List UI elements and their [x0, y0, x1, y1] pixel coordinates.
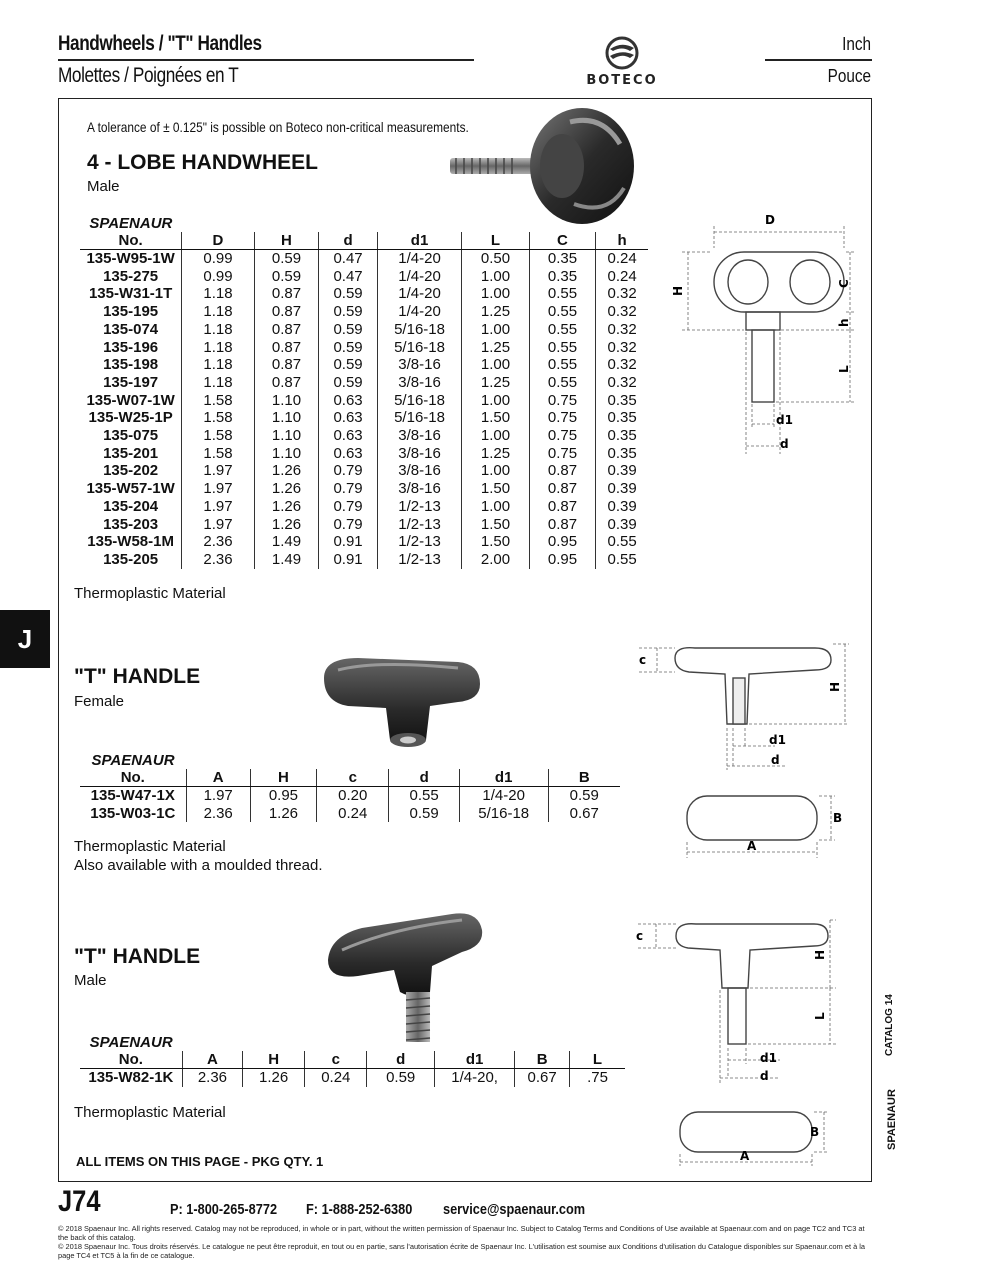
dim-label: A [747, 839, 757, 853]
col-header: d1 [435, 1051, 515, 1069]
table-row [80, 498, 648, 516]
value-cell: 1.26 [254, 480, 319, 498]
col-header: No. [80, 1051, 182, 1069]
value-cell: 1.49 [254, 551, 319, 569]
section1-subtitle: Male [87, 178, 120, 195]
dim-label: H [813, 949, 827, 960]
value-cell: 0.87 [254, 321, 319, 339]
part-number-cell: 135-W82-1K [88, 1069, 174, 1086]
value-cell: 2.36 [182, 1069, 242, 1087]
value-cell: 0.32 [596, 356, 648, 374]
value-cell: 1.18 [182, 356, 254, 374]
side-catalog-label: CATALOG 14 [884, 994, 895, 1056]
value-cell: 0.35 [596, 427, 648, 445]
value-cell: 0.59 [254, 268, 319, 286]
value-cell: 1/4-20 [459, 787, 548, 805]
value-cell: 1/4-20 [377, 268, 461, 286]
unit-pouce: Pouce [827, 66, 871, 86]
value-cell: 0.32 [596, 285, 648, 303]
dim-label: B [810, 1125, 820, 1139]
dim-label: L [837, 365, 851, 373]
part-number-cell: 135-W47-1X [90, 787, 175, 804]
col-header: d [367, 1051, 435, 1069]
value-cell: 0.35 [596, 409, 648, 427]
value-cell: 0.87 [529, 498, 596, 516]
col-header: c [317, 769, 389, 787]
table-row [80, 250, 648, 268]
value-cell: 0.55 [529, 303, 596, 321]
part-number-cell: 135-074 [103, 320, 159, 338]
value-cell: 0.75 [529, 445, 596, 463]
value-cell: 0.63 [319, 445, 378, 463]
value-cell: 0.32 [596, 303, 648, 321]
value-cell: 0.59 [319, 339, 378, 357]
value-cell: 0.59 [319, 303, 378, 321]
value-cell: 1.50 [462, 409, 530, 427]
value-cell: 0.35 [529, 250, 596, 268]
value-cell: 0.50 [462, 250, 530, 268]
value-cell: 1/4-20, [435, 1069, 515, 1087]
value-cell: 1/2-13 [377, 551, 461, 569]
value-cell: 3/8-16 [377, 427, 461, 445]
part-number-cell: 135-275 [103, 267, 159, 285]
col-header: No. [80, 232, 182, 250]
dim-label: h [837, 318, 851, 327]
tolerance-note: A tolerance of ± 0.125" is possible on Boteco non-critical measurements. [87, 119, 469, 135]
value-cell: 3/8-16 [377, 356, 461, 374]
value-cell: 0.24 [596, 250, 648, 268]
section1-title: 4 - LOBE HANDWHEEL [87, 151, 318, 174]
value-cell: 0.59 [319, 321, 378, 339]
part-number-cell: 135-W03-1C [90, 804, 176, 822]
value-cell: 0.35 [529, 268, 596, 286]
part-number-cell: 135-W31-1T [88, 285, 173, 303]
value-cell: 1.26 [254, 516, 319, 534]
col-header: L [462, 232, 530, 250]
value-cell: 0.59 [254, 250, 319, 268]
dim-label: A [740, 1149, 750, 1163]
value-cell: 0.79 [319, 462, 378, 480]
value-cell: 0.87 [254, 285, 319, 303]
value-cell: 0.95 [529, 551, 596, 569]
col-header: A [182, 1051, 242, 1069]
value-cell: 1.00 [462, 268, 530, 286]
value-cell: 1/4-20 [377, 285, 461, 303]
dim-label: H [828, 681, 842, 692]
value-cell: 1.26 [254, 462, 319, 480]
table-row [80, 392, 648, 410]
logo-text: BOTECO [586, 73, 658, 88]
value-cell: 2.36 [182, 551, 254, 569]
table-row [80, 533, 648, 551]
table-row [80, 268, 648, 286]
value-cell: 1.97 [182, 462, 254, 480]
dim-label: d1 [760, 1051, 777, 1065]
t-handle-male-diagram [630, 908, 860, 1170]
value-cell: 0.47 [319, 250, 378, 268]
dim-label: c [639, 653, 647, 667]
part-number-cell: 135-205 [103, 550, 159, 568]
value-cell: 1.00 [462, 285, 530, 303]
brand-head: SPAENAUR [91, 752, 175, 769]
part-number-cell: 135-202 [103, 462, 159, 480]
value-cell: 1.58 [182, 427, 254, 445]
value-cell: 1/2-13 [377, 498, 461, 516]
value-cell: 2.00 [462, 551, 530, 569]
value-cell: 0.59 [319, 356, 378, 374]
value-cell: 1.26 [243, 1069, 305, 1087]
t-handle-female-image [318, 650, 483, 750]
value-cell: 0.91 [319, 551, 378, 569]
value-cell: 0.39 [596, 516, 648, 534]
table-row [80, 303, 648, 321]
section2-title: "T" HANDLE [74, 665, 201, 688]
value-cell: 3/8-16 [377, 445, 461, 463]
t-handle-male-image [322, 906, 487, 1046]
value-cell: 1.18 [182, 374, 254, 392]
value-cell: 1.00 [462, 498, 530, 516]
value-cell: 1.10 [254, 409, 319, 427]
value-cell: 1.10 [254, 427, 319, 445]
value-cell: 2.36 [186, 805, 250, 823]
value-cell: 0.24 [596, 268, 648, 286]
table-row [80, 480, 648, 498]
value-cell: 5/16-18 [377, 392, 461, 410]
lobe-handwheel-image [442, 104, 642, 230]
value-cell: 1.00 [462, 392, 530, 410]
col-header: A [186, 769, 250, 787]
dim-label: d [771, 753, 780, 767]
value-cell: 0.67 [515, 1069, 570, 1087]
value-cell: 1.58 [182, 445, 254, 463]
section3-subtitle: Male [74, 972, 107, 989]
section2-material: Thermoplastic Material [74, 838, 226, 855]
value-cell: 0.87 [254, 374, 319, 392]
value-cell: 1.00 [462, 427, 530, 445]
value-cell: 1/2-13 [377, 516, 461, 534]
value-cell: 0.59 [367, 1069, 435, 1087]
value-cell: 0.75 [529, 409, 596, 427]
value-cell: 0.79 [319, 498, 378, 516]
value-cell: 0.59 [548, 787, 620, 805]
lobe-handwheel-table [80, 215, 648, 569]
value-cell: 0.20 [317, 787, 389, 805]
value-cell: 0.79 [319, 480, 378, 498]
value-cell: 0.79 [319, 516, 378, 534]
table-row [80, 356, 648, 374]
value-cell: 0.32 [596, 321, 648, 339]
value-cell: 1.58 [182, 409, 254, 427]
side-brand-label: SPAENAUR [886, 1089, 898, 1150]
value-cell: 1.10 [254, 392, 319, 410]
value-cell: 0.39 [596, 480, 648, 498]
value-cell: 1/4-20 [377, 250, 461, 268]
page-subtitle: Molettes / Poignées en T [58, 64, 239, 87]
col-header: d1 [459, 769, 548, 787]
value-cell: 0.55 [529, 285, 596, 303]
value-cell: 0.55 [529, 356, 596, 374]
copyright-en: © 2018 Spaenaur Inc. All rights reserved. Catalog may not be reproduced, in whole or in part, without the written permission of Spaenaur Inc. Subject to Catalog Terms and Conditions of Use available at Spaenaur.com and on page TC2 and TC3 at the back of this catalog. [58, 1224, 865, 1242]
dim-label: L [813, 1012, 827, 1020]
part-number-cell: 135-075 [103, 427, 159, 445]
value-cell: 0.35 [596, 392, 648, 410]
value-cell: 0.67 [548, 805, 620, 823]
col-header: d [319, 232, 378, 250]
table-row [80, 462, 648, 480]
part-number-cell: 135-201 [103, 444, 159, 462]
value-cell: 0.75 [529, 392, 596, 410]
value-cell: 0.59 [319, 285, 378, 303]
section3-material: Thermoplastic Material [74, 1104, 226, 1121]
table-row [80, 805, 620, 823]
value-cell: 0.39 [596, 498, 648, 516]
col-header: d [389, 769, 459, 787]
section1-material: Thermoplastic Material [74, 585, 226, 602]
value-cell: 1/2-13 [377, 533, 461, 551]
copyright-fr: © 2018 Spaenaur Inc. Tous droits réservés. Le catalogue ne peut être reproduit, en tout ou en partie, sans l'autorisation écrite de Spaenaur Inc. L'utilisation est soumise aux Conditions d'utilisation du Catalogue disponibles sur Spaenaur.com et à la page TC4 et TC5 à la fin de ce catalogue. [58, 1242, 865, 1260]
value-cell: 5/16-18 [377, 321, 461, 339]
value-cell: 1/4-20 [377, 303, 461, 321]
value-cell: 0.32 [596, 339, 648, 357]
dim-label: d1 [776, 413, 793, 427]
value-cell: 0.75 [529, 427, 596, 445]
table-row [80, 551, 648, 569]
value-cell: 1.25 [462, 374, 530, 392]
value-cell: 1.97 [182, 516, 254, 534]
value-cell: 1.00 [462, 462, 530, 480]
col-header: c [305, 1051, 367, 1069]
part-number-cell: 135-W95-1W [86, 250, 175, 267]
part-number-cell: 135-196 [103, 338, 159, 356]
section3-title: "T" HANDLE [74, 945, 201, 968]
part-number-cell: 135-W57-1W [86, 480, 175, 498]
value-cell: 0.59 [319, 374, 378, 392]
value-cell: 0.63 [319, 392, 378, 410]
section2-note: Also available with a moulded thread. [74, 857, 323, 874]
page-title: Handwheels / "T" Handles [58, 32, 262, 55]
value-cell: 0.87 [529, 462, 596, 480]
value-cell: 1.18 [182, 321, 254, 339]
value-cell: 1.26 [250, 805, 316, 823]
value-cell: 1.50 [462, 533, 530, 551]
pkg-qty-note: ALL ITEMS ON THIS PAGE - PKG QTY. 1 [76, 1154, 324, 1169]
value-cell: 1.00 [462, 321, 530, 339]
col-header: H [254, 232, 319, 250]
part-number-cell: 135-195 [103, 303, 159, 321]
col-header: No. [80, 769, 186, 787]
section2-subtitle: Female [74, 693, 125, 710]
dim-label: H [671, 285, 685, 296]
table-row [80, 321, 648, 339]
value-cell: 0.24 [305, 1069, 367, 1087]
col-header: B [548, 769, 620, 787]
footer-phone[interactable]: P: 1-800-265-8772 [170, 1201, 278, 1218]
value-cell: 0.87 [529, 480, 596, 498]
value-cell: 1.10 [254, 445, 319, 463]
value-cell: 0.87 [529, 516, 596, 534]
col-header: L [570, 1051, 625, 1069]
part-number-cell: 135-W25-1P [88, 409, 173, 427]
value-cell: 0.55 [529, 339, 596, 357]
value-cell: 1.97 [186, 787, 250, 805]
value-cell: 1.50 [462, 516, 530, 534]
value-cell: 1.18 [182, 285, 254, 303]
value-cell: 0.35 [596, 445, 648, 463]
value-cell: 5/16-18 [459, 805, 548, 823]
part-number-cell: 135-204 [103, 497, 159, 515]
dim-label: d [780, 437, 789, 451]
value-cell: 1.50 [462, 480, 530, 498]
value-cell: 0.55 [529, 374, 596, 392]
col-header: h [596, 232, 648, 250]
part-number-cell: 135-W58-1M [87, 533, 174, 551]
t-handle-male-table [80, 1034, 625, 1087]
value-cell: 3/8-16 [377, 374, 461, 392]
value-cell: 1.26 [254, 498, 319, 516]
part-number-cell: 135-197 [103, 373, 159, 391]
col-header: D [182, 232, 254, 250]
dim-label: c [636, 929, 644, 943]
value-cell: 0.24 [317, 805, 389, 823]
table-row [80, 427, 648, 445]
value-cell: 0.95 [250, 787, 316, 805]
lobe-handwheel-diagram [668, 208, 860, 458]
value-cell: 0.91 [319, 533, 378, 551]
header-rule-left [58, 59, 474, 61]
unit-inch: Inch [842, 34, 871, 54]
value-cell: 0.32 [596, 374, 648, 392]
value-cell: 1.25 [462, 445, 530, 463]
value-cell: 0.55 [389, 787, 459, 805]
value-cell: 1.49 [254, 533, 319, 551]
col-header: H [243, 1051, 305, 1069]
table-row [80, 285, 648, 303]
value-cell: 2.36 [182, 533, 254, 551]
dim-label: d1 [769, 733, 786, 747]
boteco-logo [566, 34, 678, 90]
value-cell: 5/16-18 [377, 409, 461, 427]
col-header: B [515, 1051, 570, 1069]
value-cell: 3/8-16 [377, 480, 461, 498]
value-cell: 0.55 [596, 551, 648, 569]
dim-label: d [760, 1069, 769, 1083]
value-cell: 0.59 [389, 805, 459, 823]
value-cell: 0.87 [254, 356, 319, 374]
section-tab-j[interactable]: J [0, 610, 50, 668]
brand-head: SPAENAUR [89, 215, 173, 232]
value-cell: 1.00 [462, 356, 530, 374]
value-cell: 0.39 [596, 462, 648, 480]
brand-head: SPAENAUR [89, 1034, 173, 1051]
col-header: d1 [377, 232, 461, 250]
col-header: H [250, 769, 316, 787]
dim-label: C [837, 279, 851, 288]
value-cell: 1.97 [182, 480, 254, 498]
table-row [80, 1069, 625, 1087]
footer-email[interactable]: service@spaenaur.com [443, 1201, 586, 1218]
header-rule-right [765, 59, 872, 61]
value-cell: 1.25 [462, 339, 530, 357]
value-cell: 0.99 [182, 250, 254, 268]
value-cell: 1.18 [182, 303, 254, 321]
part-number-cell: 135-W07-1W [86, 391, 175, 409]
table-row [80, 787, 620, 805]
table-row [80, 374, 648, 392]
part-number-cell: 135-198 [103, 356, 159, 374]
t-handle-female-diagram [635, 636, 860, 868]
value-cell: 0.99 [182, 268, 254, 286]
table-row [80, 445, 648, 463]
value-cell: 3/8-16 [377, 462, 461, 480]
value-cell: 1.58 [182, 392, 254, 410]
footer-fax[interactable]: F: 1-888-252-6380 [306, 1201, 413, 1218]
value-cell: .75 [570, 1069, 625, 1087]
value-cell: 1.18 [182, 339, 254, 357]
col-header: C [529, 232, 596, 250]
value-cell: 0.87 [254, 303, 319, 321]
value-cell: 0.63 [319, 427, 378, 445]
table-row [80, 516, 648, 534]
value-cell: 0.55 [529, 321, 596, 339]
page-number: J74 [58, 1185, 101, 1218]
value-cell: 0.87 [254, 339, 319, 357]
value-cell: 0.55 [596, 533, 648, 551]
dim-label: D [765, 213, 775, 227]
value-cell: 5/16-18 [377, 339, 461, 357]
value-cell: 0.63 [319, 409, 378, 427]
part-number-cell: 135-203 [103, 515, 159, 533]
value-cell: 1.97 [182, 498, 254, 516]
value-cell: 0.47 [319, 268, 378, 286]
t-handle-female-table [80, 752, 620, 822]
dim-label: B [833, 811, 843, 825]
value-cell: 1.25 [462, 303, 530, 321]
table-row [80, 339, 648, 357]
table-row [80, 409, 648, 427]
value-cell: 0.95 [529, 533, 596, 551]
